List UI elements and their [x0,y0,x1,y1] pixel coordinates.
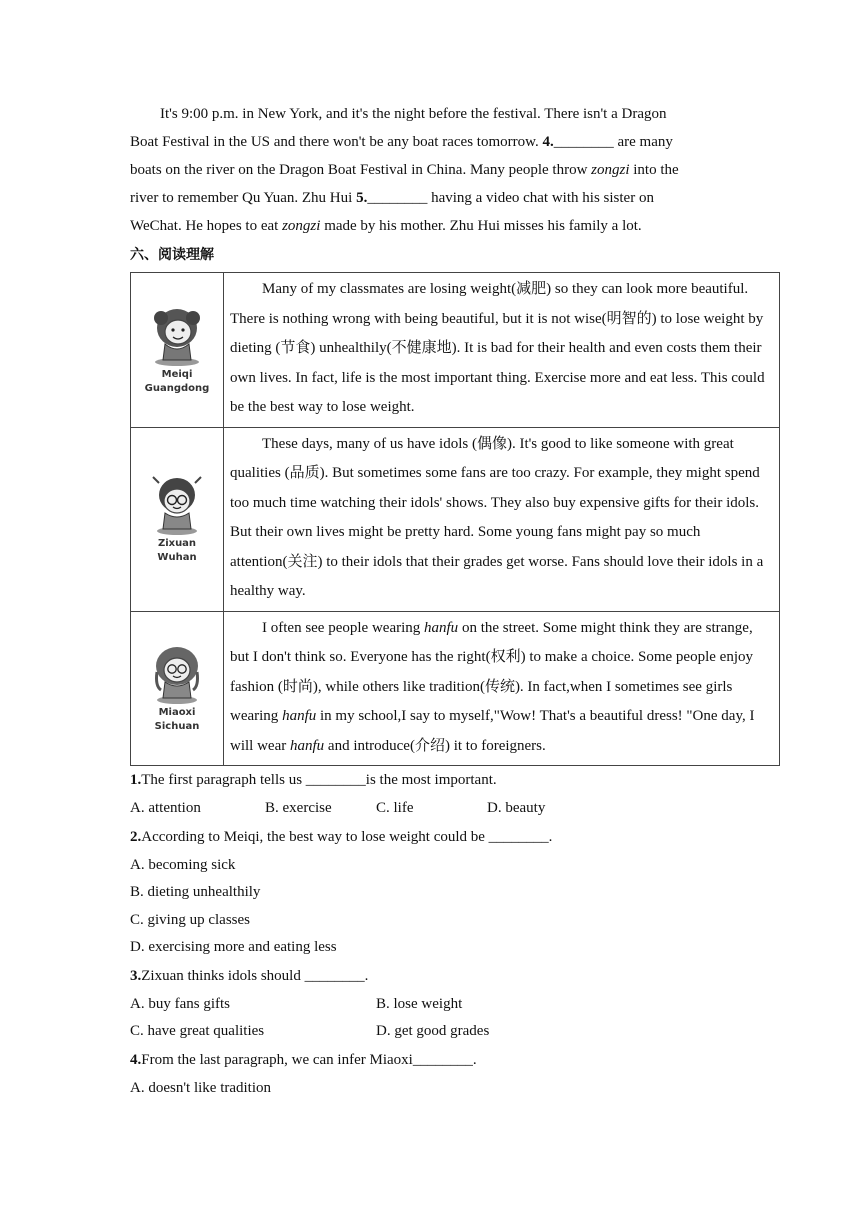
passage-line [130,212,780,240]
option-row [130,795,780,823]
person-place: Sichuan [154,721,200,733]
italic-term: hanfu [289,737,325,754]
avatar-cell [131,427,224,611]
option[interactable]: A. buy fans gifts [130,995,230,1012]
girl-glasses-avatar-icon [147,642,207,706]
question-number: 4. [130,1051,142,1068]
italic-term: zongzi [591,162,630,178]
section-title: 六、阅读理解 [130,247,214,263]
question-text: According to Meiqi, the best way to lose weight could be ________. [141,828,553,845]
passage-text: boats on the river on the Dragon Boat Festival in China. Many people throw [130,162,592,178]
paragraph-text: Many of my classmates are losing weight(减肥) so they can look more beautiful. There is nothing wrong with being beautiful, but it is not wise(明智的) to lose weight by dieting (节食) unhealthily(不健康地). It is bad for their health and even costs them their own lives. In fact, life is the most important thing. Exercise more and eat less. This could be the best way to lose weight. [230,281,765,415]
table-row [131,427,780,611]
question-number: 1. [130,772,142,788]
question-stem [130,962,780,991]
passage-line [130,184,780,212]
avatar [142,642,212,734]
passage-line [130,128,780,156]
passage-text: ________ having a video chat with his sister on [367,190,654,206]
option-row [130,907,780,935]
table-row [131,611,780,766]
document-page [130,100,780,1102]
option[interactable]: D. get good grades [376,1023,490,1039]
option[interactable]: A. doesn't like tradition [130,1079,272,1096]
passage-text: made by his mother. Zhu Hui misses his family a lot. [320,218,642,234]
passage-line [130,100,780,128]
paragraph-text: and introduce(介绍) it to foreigners. [324,737,546,754]
person-place: Guangdong [144,382,210,394]
passage [130,100,780,240]
paragraph-text: in my school,I say to myself,"Wow! That's a beautiful dress! "One day, I will wear [230,708,755,754]
paragraph-text: These days, many of us have idols (偶像). It's good to like someone with great qualities (品质). But sometimes some fans are too crazy. For example, they might spend too much time watching their idols' shows. They also buy expensive gifts for their idols. But their own lives might be pretty hard. Some young fans might pay so much attention(关注) to their idols that their grades get worse. Fans should love their idols in a healthy way. [230,435,764,599]
passage-text: ________ are many [553,134,673,150]
option-row [130,991,780,1019]
question-stem [130,823,780,852]
option-row [130,852,780,880]
avatar [142,473,212,565]
girl-avatar-icon [147,304,207,368]
paragraph-text: I often see people wearing [262,619,425,636]
option-row [130,1018,780,1046]
question-number: 2. [130,828,142,845]
italic-term: hanfu [424,619,459,636]
person-place: Wuhan [157,552,197,563]
option[interactable]: C. have great qualities [130,1023,265,1039]
questions [130,766,780,1102]
avatar-cell [131,611,224,766]
paragraph-text: on the street. Some might think they are strange, but I don't think so. Everyone has the right(权利) to make a choice. Some people enjoy fashion (时尚), while others like tradition(传统). In fact,when I sometimes see girls wearing [230,619,753,724]
paragraph-cell [224,427,780,611]
option[interactable]: B. exercise [265,800,332,816]
option-row [130,1075,780,1103]
question-text: Zixuan thinks idols should ________. [141,967,369,984]
person-name: Miaoxi [158,707,196,719]
option[interactable]: D. exercising more and eating less [130,939,337,955]
passage-text: into the [629,162,679,178]
question-number: 3. [130,967,142,984]
option[interactable]: C. life [376,800,414,816]
passage-line [130,156,780,184]
italic-term: hanfu [282,708,317,724]
option[interactable]: C. giving up classes [130,911,250,928]
table-row [131,273,780,428]
option[interactable]: A. becoming sick [130,856,236,873]
question-text: From the last paragraph, we can infer Miaoxi________. [141,1051,477,1068]
passage-text: river to remember Qu Yuan. Zhu Hui [130,190,357,206]
option-row [130,879,780,907]
person-name: Zixuan [157,538,197,549]
italic-term: zongzi [282,218,321,234]
option[interactable]: B. lose weight [376,995,463,1012]
option[interactable]: A. attention [130,800,201,816]
avatar [142,304,212,396]
question-text: The first paragraph tells us ________is the most important. [141,772,497,788]
passage-text: It's 9:00 p.m. in New York, and it's the night before the festival. There isn't a Dragon [160,106,667,122]
reading-table [130,272,780,766]
passage-text: WeChat. He hopes to eat [130,218,283,234]
person-name: Meiqi [161,368,193,380]
boy-avatar-icon [147,473,207,537]
blank-number: 5. [356,190,368,206]
question-stem [130,766,780,795]
passage-text: Boat Festival in the US and there won't be any boat races tomorrow. [130,134,543,150]
option-row [130,934,780,962]
option[interactable]: B. dieting unhealthily [130,884,261,900]
paragraph-cell [224,611,780,766]
question-stem [130,1046,780,1075]
blank-number: 4. [542,134,554,150]
option[interactable]: D. beauty [487,800,546,816]
avatar-cell [131,273,224,428]
paragraph-cell [224,273,780,428]
